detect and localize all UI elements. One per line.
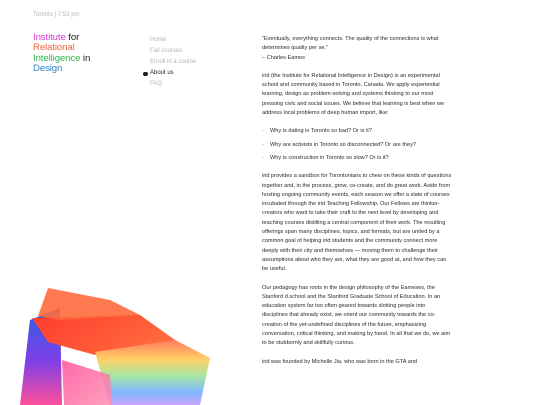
list-item <box>262 154 452 163</box>
logo-word-relational: Relational <box>33 42 75 54</box>
intro-paragraph: irid (the Institute for Relational Intelligence in Design) is an experimental school and community based in Toronto, Canada. We apply experiential learning, design as problem-solving and systems thinking to our most pressing civic and social issues. We believe that learning is best when we address local problems of deep human import, like: <box>262 72 445 117</box>
bullet-icon: · <box>262 154 264 161</box>
logo-word-in: in <box>82 52 91 64</box>
nav-item-enroll[interactable] <box>144 57 196 68</box>
sandbox-paragraph: irid provides a sandbox for Torontonians to chew on these kinds of questions together and, in the process, grow, co-create, and do great work. Aside from hosting ongoing community events, each season we offer a slate of courses incubated through the irid Teaching Fellowship. Our Fellows are thinker-creators who want to take their craft to the next level by developing and teaching courses distilling a central component of their work. The resulting offerings span many disciplines, topics, and formats, but are united by a common goal of helping irid students and the community connect more deeply with their city and themselves — moving them to challenge their assumptions about who they are, what they are good at, and how they can be useful. <box>262 173 452 273</box>
quote-text: “Eventually, everything connects. The quality of the connections is what determines quality per se.” <box>262 36 439 52</box>
logo-word-institute: Institute <box>33 32 66 43</box>
eames-quote <box>262 35 452 63</box>
location-time: Toronto | 7:53 pm <box>33 12 80 18</box>
logo-word-intelligence: Intelligence <box>33 52 81 64</box>
nav-item-home[interactable] <box>144 35 196 46</box>
logo-word-design: Design <box>33 63 63 75</box>
question-list <box>262 127 452 163</box>
list-item <box>262 127 452 136</box>
nav-item-label: Home <box>150 37 167 43</box>
nav-item-label: About us <box>150 70 174 76</box>
decorative-gradient-art <box>0 260 230 405</box>
nav-item-about-us[interactable] <box>144 68 196 79</box>
nav-item-label: Enroll in a course <box>150 59 197 65</box>
nav-item-fall-courses[interactable] <box>144 46 196 57</box>
list-item-text: Why are activists in Toronto so disconnected? Or are they? <box>270 141 417 148</box>
about-content <box>262 35 452 376</box>
art-shape-rainbow <box>95 340 210 405</box>
nav-item-label: FAQ <box>150 81 163 87</box>
site-logo[interactable] <box>33 33 143 75</box>
list-item-text: Why is dating in Toronto so bad? Or is it? <box>270 128 372 135</box>
art-shape-orange <box>38 288 140 320</box>
list-item <box>262 141 452 150</box>
pedagogy-paragraph: Our pedagogy has roots in the design philosophy of the Eameses, the Stanford d.school and the Stanford Graduate School of Education. In an education system far too often geared towards slotting people into disciplines that already exist, we orient our community towards the co-creation of the yet-undefined disciplines of the future, emphasizing conversation, critical thinking, and making by hand. In all that we do, we aim to be stubbornly and skillfully curious. <box>262 284 451 347</box>
list-item-text: Why is construction in Toronto so slow? Or is it? <box>270 154 389 161</box>
nav-item-label: Fall courses <box>150 48 183 54</box>
founder-paragraph: irid was founded by Michelle Jia, who was born in the GTA and <box>262 358 418 365</box>
active-indicator-icon <box>143 72 148 77</box>
logo-word-for: for <box>68 32 80 43</box>
main-nav <box>144 35 196 90</box>
bullet-icon: · <box>262 141 264 148</box>
quote-author: – Charles Eames <box>262 54 305 61</box>
nav-item-faq[interactable] <box>144 79 196 90</box>
bullet-icon: · <box>262 128 264 135</box>
